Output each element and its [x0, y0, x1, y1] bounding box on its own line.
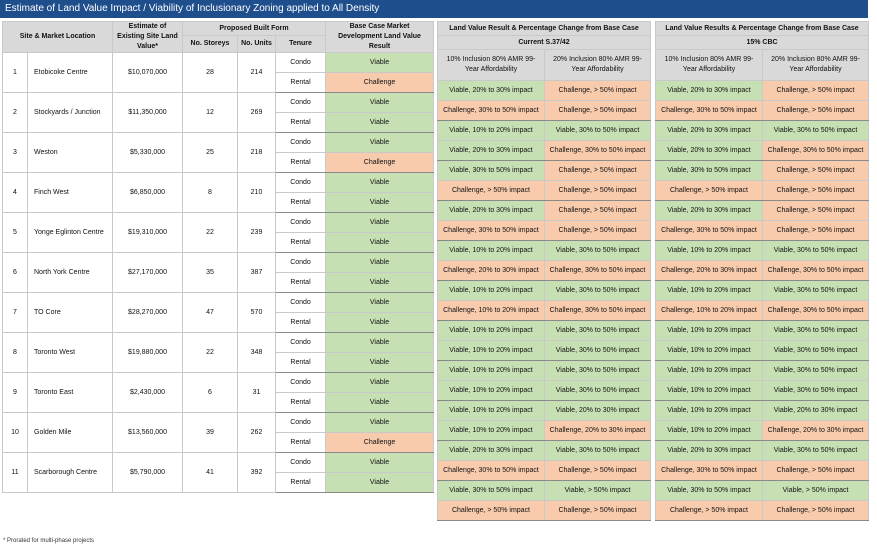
base-case-cell: Viable — [326, 113, 434, 133]
base-case-cell: Viable — [326, 273, 434, 293]
cbc-10pct-cell: Viable, 10% to 20% impact — [656, 381, 763, 401]
tenure-cell: Rental — [276, 113, 326, 133]
table-row — [656, 321, 869, 341]
cbc-10pct-cell: Viable, 10% to 20% impact — [656, 321, 763, 341]
site-number: 6 — [3, 253, 28, 293]
cbc-10pct-cell: Viable, 20% to 30% impact — [656, 121, 763, 141]
table-row — [438, 381, 651, 401]
current-10pct-cell: Challenge, 30% to 50% impact — [438, 101, 545, 121]
table-row — [3, 133, 434, 153]
right-group-header: Land Value Results & Percentage Change from Base Case — [656, 22, 869, 36]
current-20pct-cell: Viable, 30% to 50% impact — [545, 441, 651, 461]
mid-sub-header: Current S.37/42 — [438, 36, 651, 50]
current-10pct-cell: Viable, 10% to 20% impact — [438, 361, 545, 381]
current-10pct-cell: Viable, 10% to 20% impact — [438, 381, 545, 401]
site-name: Toronto West — [28, 333, 113, 373]
table-row — [438, 361, 651, 381]
cbc-20pct-cell: Challenge, > 50% impact — [763, 81, 869, 101]
cbc-10pct-cell: Viable, 10% to 20% impact — [656, 401, 763, 421]
current-20pct-cell: Challenge, 30% to 50% impact — [545, 301, 651, 321]
table-row — [438, 181, 651, 201]
site-storeys: 22 — [183, 213, 238, 253]
table-row — [656, 301, 869, 321]
table-row — [3, 333, 434, 353]
cbc-20pct-cell: Viable, 30% to 50% impact — [763, 321, 869, 341]
tenure-cell: Rental — [276, 73, 326, 93]
units-header: No. Units — [238, 36, 276, 53]
current-10pct-cell: Challenge, > 50% impact — [438, 181, 545, 201]
table-row — [3, 413, 434, 433]
cbc-20pct-cell: Viable, 30% to 50% impact — [763, 361, 869, 381]
current-10pct-cell: Viable, 20% to 30% impact — [438, 81, 545, 101]
table-row — [656, 361, 869, 381]
current-10pct-cell: Viable, 20% to 30% impact — [438, 141, 545, 161]
site-name: North York Centre — [28, 253, 113, 293]
site-storeys: 47 — [183, 293, 238, 333]
table-row — [3, 53, 434, 73]
current-20pct-cell: Challenge, > 50% impact — [545, 221, 651, 241]
tenure-cell: Condo — [276, 173, 326, 193]
base-case-cell: Challenge — [326, 153, 434, 173]
site-units: 210 — [238, 173, 276, 213]
table-row — [3, 173, 434, 193]
cbc-20pct-cell: Challenge, > 50% impact — [763, 201, 869, 221]
current-10pct-cell: Viable, 30% to 50% impact — [438, 481, 545, 501]
base-case-cell: Viable — [326, 453, 434, 473]
table-row — [656, 161, 869, 181]
site-number: 10 — [3, 413, 28, 453]
cbc-20pct-cell: Viable, 30% to 50% impact — [763, 121, 869, 141]
table-row — [3, 253, 434, 273]
tenure-cell: Condo — [276, 333, 326, 353]
site-number: 8 — [3, 333, 28, 373]
table-row — [656, 381, 869, 401]
page-title: Estimate of Land Value Impact / Viability of Inclusionary Zoning applied to All Density — [0, 0, 868, 18]
cbc-10pct-cell: Viable, 20% to 30% impact — [656, 141, 763, 161]
table-row — [656, 261, 869, 281]
cbc-10pct-cell: Viable, 10% to 20% impact — [656, 341, 763, 361]
cbc-10pct-cell: Challenge, > 50% impact — [656, 501, 763, 521]
current-10pct-cell: Viable, 30% to 50% impact — [438, 161, 545, 181]
cbc-20pct-cell: Viable, 30% to 50% impact — [763, 381, 869, 401]
footnote: * Prorated for multi-phase projects — [3, 538, 95, 544]
site-name: Golden Mile — [28, 413, 113, 453]
table-row — [3, 453, 434, 473]
tenure-cell: Rental — [276, 473, 326, 493]
current-10pct-cell: Viable, 10% to 20% impact — [438, 421, 545, 441]
cbc-20pct-cell: Viable, 30% to 50% impact — [763, 281, 869, 301]
tenure-cell: Rental — [276, 353, 326, 373]
site-name: TO Core — [28, 293, 113, 333]
site-name: Stockyards / Junction — [28, 93, 113, 133]
base-case-cell: Viable — [326, 293, 434, 313]
site-storeys: 6 — [183, 373, 238, 413]
cbc-10pct-cell: Challenge, > 50% impact — [656, 181, 763, 201]
current-10pct-cell: Viable, 20% to 30% impact — [438, 441, 545, 461]
table-row — [656, 221, 869, 241]
proposed-built-form-header: Proposed Built Form — [183, 22, 326, 36]
site-land-value: $10,070,000 — [113, 53, 183, 93]
site-land-value: $28,270,000 — [113, 293, 183, 333]
table-row — [3, 213, 434, 233]
cbc-20pct-cell: Challenge, 30% to 50% impact — [763, 301, 869, 321]
table-row — [656, 101, 869, 121]
site-land-value: $5,790,000 — [113, 453, 183, 493]
mid-group-header: Land Value Result & Percentage Change from Base Case — [438, 22, 651, 36]
current-10pct-cell: Viable, 20% to 30% impact — [438, 201, 545, 221]
table-row — [438, 121, 651, 141]
table-row — [656, 401, 869, 421]
cbc-10pct-cell: Challenge, 30% to 50% impact — [656, 461, 763, 481]
table-row — [438, 441, 651, 461]
base-case-cell: Viable — [326, 313, 434, 333]
table-row — [438, 141, 651, 161]
table-row — [656, 141, 869, 161]
cbc-20pct-cell: Viable, 20% to 30% impact — [763, 401, 869, 421]
current-s37-table — [437, 21, 651, 521]
cbc-20pct-cell: Viable, 30% to 50% impact — [763, 241, 869, 261]
cbc-10pct-cell: Challenge, 10% to 20% impact — [656, 301, 763, 321]
current-20pct-cell: Viable, > 50% impact — [545, 481, 651, 501]
table-row — [656, 201, 869, 221]
table-row — [3, 293, 434, 313]
current-10pct-cell: Viable, 10% to 20% impact — [438, 241, 545, 261]
table-row — [438, 201, 651, 221]
current-20pct-cell: Challenge, 30% to 50% impact — [545, 141, 651, 161]
current-20pct-cell: Challenge, > 50% impact — [545, 81, 651, 101]
base-case-cell: Viable — [326, 93, 434, 113]
site-land-value: $6,850,000 — [113, 173, 183, 213]
cbc-20pct-cell: Viable, 30% to 50% impact — [763, 441, 869, 461]
base-case-cell: Viable — [326, 373, 434, 393]
site-land-value: $19,880,000 — [113, 333, 183, 373]
site-name: Etobicoke Centre — [28, 53, 113, 93]
table-row — [438, 221, 651, 241]
tenure-cell: Condo — [276, 93, 326, 113]
cbc-10pct-cell: Viable, 20% to 30% impact — [656, 441, 763, 461]
cbc-10pct-cell: Viable, 10% to 20% impact — [656, 281, 763, 301]
current-10pct-cell: Viable, 10% to 20% impact — [438, 121, 545, 141]
site-number: 7 — [3, 293, 28, 333]
site-land-value: $13,560,000 — [113, 413, 183, 453]
site-number: 9 — [3, 373, 28, 413]
site-name: Scarborough Centre — [28, 453, 113, 493]
table-row — [438, 161, 651, 181]
site-units: 570 — [238, 293, 276, 333]
cbc-10pct-cell: Viable, 10% to 20% impact — [656, 421, 763, 441]
site-units: 214 — [238, 53, 276, 93]
storeys-header: No. Storeys — [183, 36, 238, 53]
current-10pct-cell: Challenge, 30% to 50% impact — [438, 461, 545, 481]
base-case-cell: Viable — [326, 353, 434, 373]
table-row — [656, 81, 869, 101]
cbc-20pct-cell: Challenge, > 50% impact — [763, 161, 869, 181]
table-row — [656, 281, 869, 301]
cbc-10pct-cell: Viable, 10% to 20% impact — [656, 361, 763, 381]
tenure-header: Tenure — [276, 36, 326, 53]
current-20pct-cell: Challenge, 30% to 50% impact — [545, 261, 651, 281]
current-20pct-cell: Viable, 30% to 50% impact — [545, 281, 651, 301]
table-row — [656, 441, 869, 461]
site-units: 348 — [238, 333, 276, 373]
site-land-value: $19,310,000 — [113, 213, 183, 253]
site-name: Finch West — [28, 173, 113, 213]
mid-10pct-header: 10% Inclusion 80% AMR 99-Year Affordability — [438, 50, 545, 81]
cbc-20pct-cell: Challenge, 30% to 50% impact — [763, 141, 869, 161]
site-number: 11 — [3, 453, 28, 493]
site-units: 269 — [238, 93, 276, 133]
cbc-10pct-cell: Viable, 20% to 30% impact — [656, 81, 763, 101]
current-20pct-cell: Challenge, > 50% impact — [545, 201, 651, 221]
cbc-20pct-cell: Challenge, 30% to 50% impact — [763, 261, 869, 281]
right-20pct-header: 20% Inclusion 80% AMR 99-Year Affordability — [763, 50, 869, 81]
tenure-cell: Rental — [276, 313, 326, 333]
cbc-20pct-cell: Viable, > 50% impact — [763, 481, 869, 501]
site-storeys: 35 — [183, 253, 238, 293]
current-20pct-cell: Viable, 30% to 50% impact — [545, 121, 651, 141]
site-storeys: 41 — [183, 453, 238, 493]
site-name: Weston — [28, 133, 113, 173]
tenure-cell: Condo — [276, 293, 326, 313]
current-20pct-cell: Challenge, > 50% impact — [545, 461, 651, 481]
site-name: Toronto East — [28, 373, 113, 413]
tenure-cell: Rental — [276, 433, 326, 453]
site-number: 5 — [3, 213, 28, 253]
site-header: Site & Market Location — [3, 22, 113, 53]
table-row — [438, 341, 651, 361]
current-20pct-cell: Viable, 30% to 50% impact — [545, 241, 651, 261]
site-table — [2, 21, 434, 493]
tenure-cell: Condo — [276, 413, 326, 433]
tenure-cell: Rental — [276, 193, 326, 213]
cbc-20pct-cell: Challenge, > 50% impact — [763, 461, 869, 481]
cbc-20pct-cell: Challenge, > 50% impact — [763, 221, 869, 241]
current-20pct-cell: Viable, 30% to 50% impact — [545, 361, 651, 381]
current-20pct-cell: Viable, 30% to 50% impact — [545, 321, 651, 341]
site-storeys: 28 — [183, 53, 238, 93]
cbc-10pct-cell: Viable, 30% to 50% impact — [656, 161, 763, 181]
current-20pct-cell: Challenge, > 50% impact — [545, 501, 651, 521]
tenure-cell: Condo — [276, 133, 326, 153]
cbc-20pct-cell: Challenge, > 50% impact — [763, 181, 869, 201]
site-storeys: 39 — [183, 413, 238, 453]
tenure-cell: Condo — [276, 213, 326, 233]
current-20pct-cell: Challenge, > 50% impact — [545, 161, 651, 181]
tenure-cell: Condo — [276, 53, 326, 73]
site-units: 262 — [238, 413, 276, 453]
table-row — [438, 281, 651, 301]
table-row — [656, 461, 869, 481]
cbc-10pct-cell: Viable, 30% to 50% impact — [656, 481, 763, 501]
base-case-cell: Viable — [326, 393, 434, 413]
base-case-cell: Viable — [326, 473, 434, 493]
site-name: Yonge Eglinton Centre — [28, 213, 113, 253]
cbc-20pct-cell: Challenge, > 50% impact — [763, 101, 869, 121]
site-units: 387 — [238, 253, 276, 293]
table-row — [438, 321, 651, 341]
table-row — [438, 421, 651, 441]
table-row — [656, 121, 869, 141]
current-20pct-cell: Viable, 20% to 30% impact — [545, 401, 651, 421]
tenure-cell: Rental — [276, 273, 326, 293]
base-case-cell: Viable — [326, 213, 434, 233]
site-land-value: $5,330,000 — [113, 133, 183, 173]
right-sub-header: 15% CBC — [656, 36, 869, 50]
cbc-10pct-cell: Challenge, 30% to 50% impact — [656, 221, 763, 241]
site-units: 31 — [238, 373, 276, 413]
cbc-10pct-cell: Challenge, 20% to 30% impact — [656, 261, 763, 281]
current-10pct-cell: Viable, 10% to 20% impact — [438, 341, 545, 361]
tenure-cell: Condo — [276, 453, 326, 473]
table-row — [438, 481, 651, 501]
cbc-15pct-table — [655, 21, 869, 521]
current-10pct-cell: Viable, 10% to 20% impact — [438, 281, 545, 301]
site-storeys: 22 — [183, 333, 238, 373]
cbc-20pct-cell: Challenge, > 50% impact — [763, 501, 869, 521]
site-number: 1 — [3, 53, 28, 93]
table-row — [438, 301, 651, 321]
base-case-cell: Viable — [326, 333, 434, 353]
table-row — [438, 261, 651, 281]
base-case-cell: Challenge — [326, 73, 434, 93]
base-case-header: Base Case Market Development Land Value Result — [326, 22, 434, 53]
base-case-cell: Viable — [326, 233, 434, 253]
current-10pct-cell: Challenge, 20% to 30% impact — [438, 261, 545, 281]
site-storeys: 8 — [183, 173, 238, 213]
tenure-cell: Rental — [276, 393, 326, 413]
current-10pct-cell: Viable, 10% to 20% impact — [438, 401, 545, 421]
cbc-20pct-cell: Viable, 30% to 50% impact — [763, 341, 869, 361]
table-row — [3, 373, 434, 393]
current-20pct-cell: Challenge, > 50% impact — [545, 101, 651, 121]
right-10pct-header: 10% Inclusion 80% AMR 99-Year Affordability — [656, 50, 763, 81]
table-row — [438, 81, 651, 101]
table-row — [438, 461, 651, 481]
cbc-10pct-cell: Viable, 20% to 30% impact — [656, 201, 763, 221]
current-20pct-cell: Viable, 30% to 50% impact — [545, 381, 651, 401]
site-land-value: $2,430,000 — [113, 373, 183, 413]
site-number: 2 — [3, 93, 28, 133]
table-row — [656, 181, 869, 201]
current-20pct-cell: Challenge, 20% to 30% impact — [545, 421, 651, 441]
base-case-cell: Viable — [326, 253, 434, 273]
base-case-cell: Viable — [326, 193, 434, 213]
site-land-value: $27,170,000 — [113, 253, 183, 293]
table-row — [656, 421, 869, 441]
table-row — [656, 481, 869, 501]
cbc-10pct-cell: Challenge, 30% to 50% impact — [656, 101, 763, 121]
tenure-cell: Rental — [276, 153, 326, 173]
table-row — [438, 241, 651, 261]
table-row — [656, 241, 869, 261]
tenure-cell: Condo — [276, 373, 326, 393]
site-units: 239 — [238, 213, 276, 253]
current-20pct-cell: Challenge, > 50% impact — [545, 181, 651, 201]
site-storeys: 25 — [183, 133, 238, 173]
site-units: 392 — [238, 453, 276, 493]
base-case-cell: Viable — [326, 53, 434, 73]
site-storeys: 12 — [183, 93, 238, 133]
base-case-cell: Viable — [326, 413, 434, 433]
current-10pct-cell: Challenge, 30% to 50% impact — [438, 221, 545, 241]
current-10pct-cell: Challenge, > 50% impact — [438, 501, 545, 521]
mid-20pct-header: 20% Inclusion 80% AMR 99-Year Affordability — [545, 50, 651, 81]
current-10pct-cell: Viable, 10% to 20% impact — [438, 321, 545, 341]
tenure-cell: Condo — [276, 253, 326, 273]
site-units: 218 — [238, 133, 276, 173]
site-land-value: $11,350,000 — [113, 93, 183, 133]
table-row — [656, 501, 869, 521]
base-case-cell: Challenge — [326, 433, 434, 453]
base-case-cell: Viable — [326, 133, 434, 153]
base-case-cell: Viable — [326, 173, 434, 193]
current-10pct-cell: Challenge, 10% to 20% impact — [438, 301, 545, 321]
table-row — [438, 501, 651, 521]
table-row — [3, 93, 434, 113]
table-row — [656, 341, 869, 361]
cbc-10pct-cell: Viable, 10% to 20% impact — [656, 241, 763, 261]
site-number: 4 — [3, 173, 28, 213]
current-20pct-cell: Viable, 30% to 50% impact — [545, 341, 651, 361]
tenure-cell: Rental — [276, 233, 326, 253]
site-number: 3 — [3, 133, 28, 173]
table-row — [438, 101, 651, 121]
table-row — [438, 401, 651, 421]
cbc-20pct-cell: Challenge, 20% to 30% impact — [763, 421, 869, 441]
land-value-header: Estimate of Existing Site Land Value* — [113, 22, 183, 53]
